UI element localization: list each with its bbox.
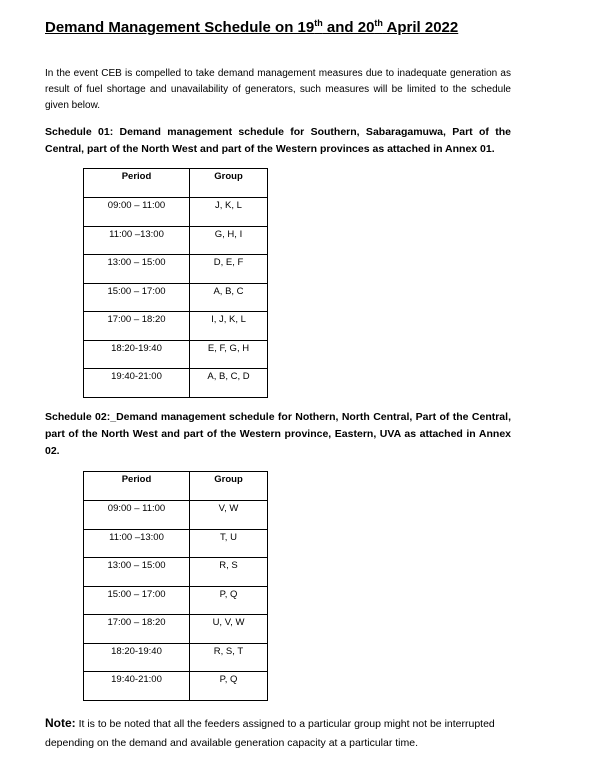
group-cell: G, H, I <box>190 226 268 255</box>
period-cell: 09:00 – 11:00 <box>84 198 190 227</box>
page-title: Demand Management Schedule on 19th and 20th April 2022 <box>45 18 459 36</box>
table-row <box>84 672 268 701</box>
schedule-02-heading: Schedule 02:_Demand management schedule for Nothern, North Central, Part of the Central, part of the North West and part of the Western province, Eastern, UVA as attached in Annex 02. <box>45 411 511 457</box>
column-header-period: Period <box>84 472 190 501</box>
period-cell: 11:00 –13:00 <box>84 226 190 255</box>
column-header-group: Group <box>190 169 268 198</box>
group-cell: P, Q <box>190 586 268 615</box>
group-cell: D, E, F <box>190 255 268 284</box>
period-cell: 18:20-19:40 <box>84 340 190 369</box>
note-paragraph <box>45 714 515 752</box>
column-header-period: Period <box>84 169 190 198</box>
period-cell: 13:00 – 15:00 <box>84 255 190 284</box>
group-cell: U, V, W <box>190 615 268 644</box>
group-cell: P, Q <box>190 672 268 701</box>
period-cell: 19:40-21:00 <box>84 369 190 398</box>
table-row <box>84 558 268 587</box>
table-row <box>84 198 268 227</box>
schedule-01-table <box>83 168 268 398</box>
table-row <box>84 226 268 255</box>
table-row <box>84 369 268 398</box>
table-row <box>84 312 268 341</box>
group-cell: E, F, G, H <box>190 340 268 369</box>
group-cell: I, J, K, L <box>190 312 268 341</box>
note-text: It is to be noted that all the feeders assigned to a particular group might not be interrupted depending on the demand and available generation capacity at a particular time. <box>45 718 495 749</box>
table-header-row <box>84 169 268 198</box>
group-cell: J, K, L <box>190 198 268 227</box>
group-cell: R, S <box>190 558 268 587</box>
intro-paragraph: In the event CEB is compelled to take demand management measures due to inadequate generation as result of fuel shortage and unavailability of generators, such measures will be limited to the schedule given below. <box>45 68 511 111</box>
table-row <box>84 501 268 530</box>
period-cell: 17:00 – 18:20 <box>84 615 190 644</box>
period-cell: 09:00 – 11:00 <box>84 501 190 530</box>
period-cell: 13:00 – 15:00 <box>84 558 190 587</box>
schedule-01-heading: Schedule 01: Demand management schedule for Southern, Sabaragamuwa, Part of the Central, part of the North West and part of the Western provinces as attached in Annex 01. <box>45 126 511 155</box>
table-row <box>84 283 268 312</box>
period-cell: 19:40-21:00 <box>84 672 190 701</box>
table-header-row <box>84 472 268 501</box>
period-cell: 18:20-19:40 <box>84 643 190 672</box>
table-row <box>84 643 268 672</box>
table-row <box>84 529 268 558</box>
table-row <box>84 255 268 284</box>
group-cell: A, B, C, D <box>190 369 268 398</box>
group-cell: R, S, T <box>190 643 268 672</box>
group-cell: A, B, C <box>190 283 268 312</box>
group-cell: V, W <box>190 501 268 530</box>
table-row <box>84 586 268 615</box>
period-cell: 11:00 –13:00 <box>84 529 190 558</box>
column-header-group: Group <box>190 472 268 501</box>
table-row <box>84 340 268 369</box>
period-cell: 17:00 – 18:20 <box>84 312 190 341</box>
period-cell: 15:00 – 17:00 <box>84 283 190 312</box>
schedule-02-table <box>83 471 268 701</box>
table-row <box>84 615 268 644</box>
group-cell: T, U <box>190 529 268 558</box>
note-label: Note: <box>45 716 76 730</box>
period-cell: 15:00 – 17:00 <box>84 586 190 615</box>
